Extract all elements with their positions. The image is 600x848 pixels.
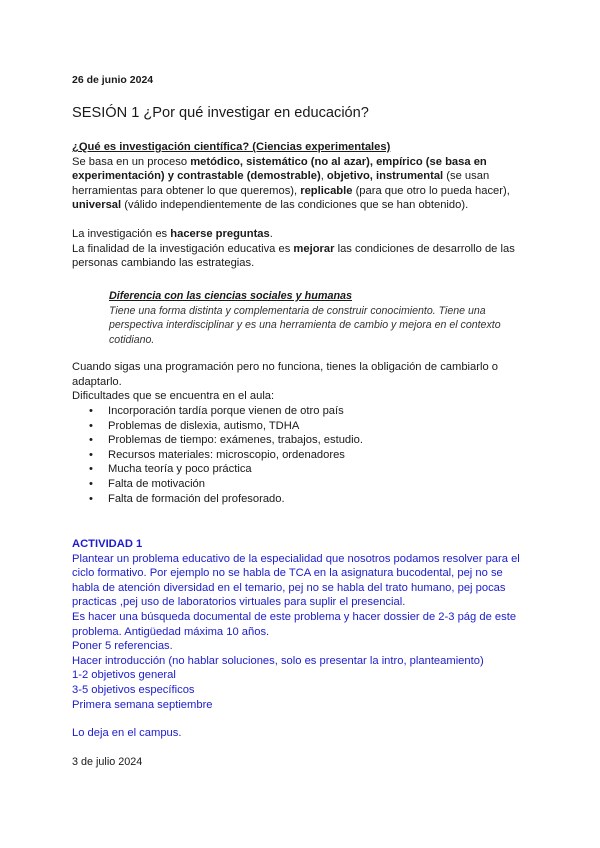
activity-line: Plantear un problema educativo de la especialidad que nosotros podamos resolver para el ciclo formativo. Por ejemplo no se habla de TCA en la asignatura bucodental, pej no se habla de atención diversidad en el temario, pej no se habla del trato humano, pej pocas practicas ,pej uso de laboratorios virtuales para suplir el presencial. — [72, 552, 520, 609]
difficulties-list — [72, 404, 363, 506]
activity-line: 3-5 objetivos específicos — [72, 683, 195, 696]
session-date: 26 de junio 2024 — [72, 74, 154, 86]
section-heading: ¿Qué es investigación científica? (Ciencias experimentales) — [72, 141, 391, 153]
bold-span: hacerse preguntas — [170, 228, 270, 240]
activity-line: Poner 5 referencias. — [72, 640, 173, 653]
paragraph — [72, 227, 532, 242]
list-item: • Mucha teoría y poco práctica — [72, 462, 363, 477]
list-item: • Incorporación tardía porque vienen de otro país — [72, 404, 363, 419]
quote-heading: Diferencia con las ciencias sociales y humanas — [109, 290, 353, 302]
text-span: La finalidad de la investigación educativa es — [72, 242, 294, 255]
text-span: (se usan herramientas para obtener lo que queremos), — [72, 170, 490, 197]
bold-span: mejorar — [293, 242, 335, 255]
paragraph: Dificultades que se encuentra en el aula: — [72, 390, 275, 403]
activity-heading: ACTIVIDAD 1 — [72, 538, 143, 550]
section-difficulties — [72, 360, 532, 404]
text-span: (para que otro lo pueda hacer), — [352, 184, 510, 197]
list-item: • Falta de formación del profesorado. — [72, 492, 363, 507]
text-span: Se basa en un proceso — [72, 155, 191, 168]
text-span: , — [320, 170, 327, 183]
text-span: . — [269, 228, 273, 240]
activity-line: Primera semana septiembre — [72, 698, 213, 711]
text-span: La investigación es — [72, 228, 171, 240]
next-session-date: 3 de julio 2024 — [72, 756, 143, 768]
bold-span: objetivo, instrumental — [326, 170, 444, 183]
section-purpose — [72, 227, 532, 271]
section-scientific-research — [72, 140, 532, 213]
text-span: (válido independientemente de las condiciones que se han obtenido). — [121, 199, 469, 212]
indented-quote — [109, 289, 529, 347]
list-item: • Problemas de dislexia, autismo, TDHA — [72, 419, 363, 434]
bold-span: universal — [72, 199, 122, 212]
paragraph — [72, 242, 532, 271]
activity-section — [72, 537, 532, 712]
quote-text: Tiene una forma distinta y complementaria de construir conocimiento. Tiene una perspectiva interdisciplinar y es una herramienta de cambio y mejora en el contexto cotidiano. — [109, 304, 501, 346]
section-paragraph — [72, 155, 532, 213]
list-item: • Falta de motivación — [72, 477, 363, 492]
campus-note: Lo deja en el campus. — [72, 727, 182, 739]
page-title: SESIÓN 1 ¿Por qué investigar en educación? — [72, 105, 369, 121]
list-item: • Problemas de tiempo: exámenes, trabajos, estudio. — [72, 433, 363, 448]
text-span: las condiciones de desarrollo de las personas cambiando las estrategias. — [72, 242, 515, 270]
bold-span: metódico, sistemático (no al azar), empírico (se basa en experimentación) y contrastable (demostrable) — [72, 155, 487, 183]
bold-span: replicable — [300, 184, 353, 197]
list-item: • Recursos materiales: microscopio, ordenadores — [72, 448, 363, 463]
activity-line: Hacer introducción (no hablar soluciones, solo es presentar la intro, planteamiento) — [72, 654, 484, 667]
activity-line: Es hacer una búsqueda documental de este problema y hacer dossier de 2-3 pág de este problema. Antigüedad máxima 10 años. — [72, 610, 517, 638]
activity-line: 1-2 objetivos general — [72, 669, 176, 682]
paragraph: Cuando sigas una programación pero no funciona, tienes la obligación de cambiarlo o adaptarlo. — [72, 361, 499, 388]
